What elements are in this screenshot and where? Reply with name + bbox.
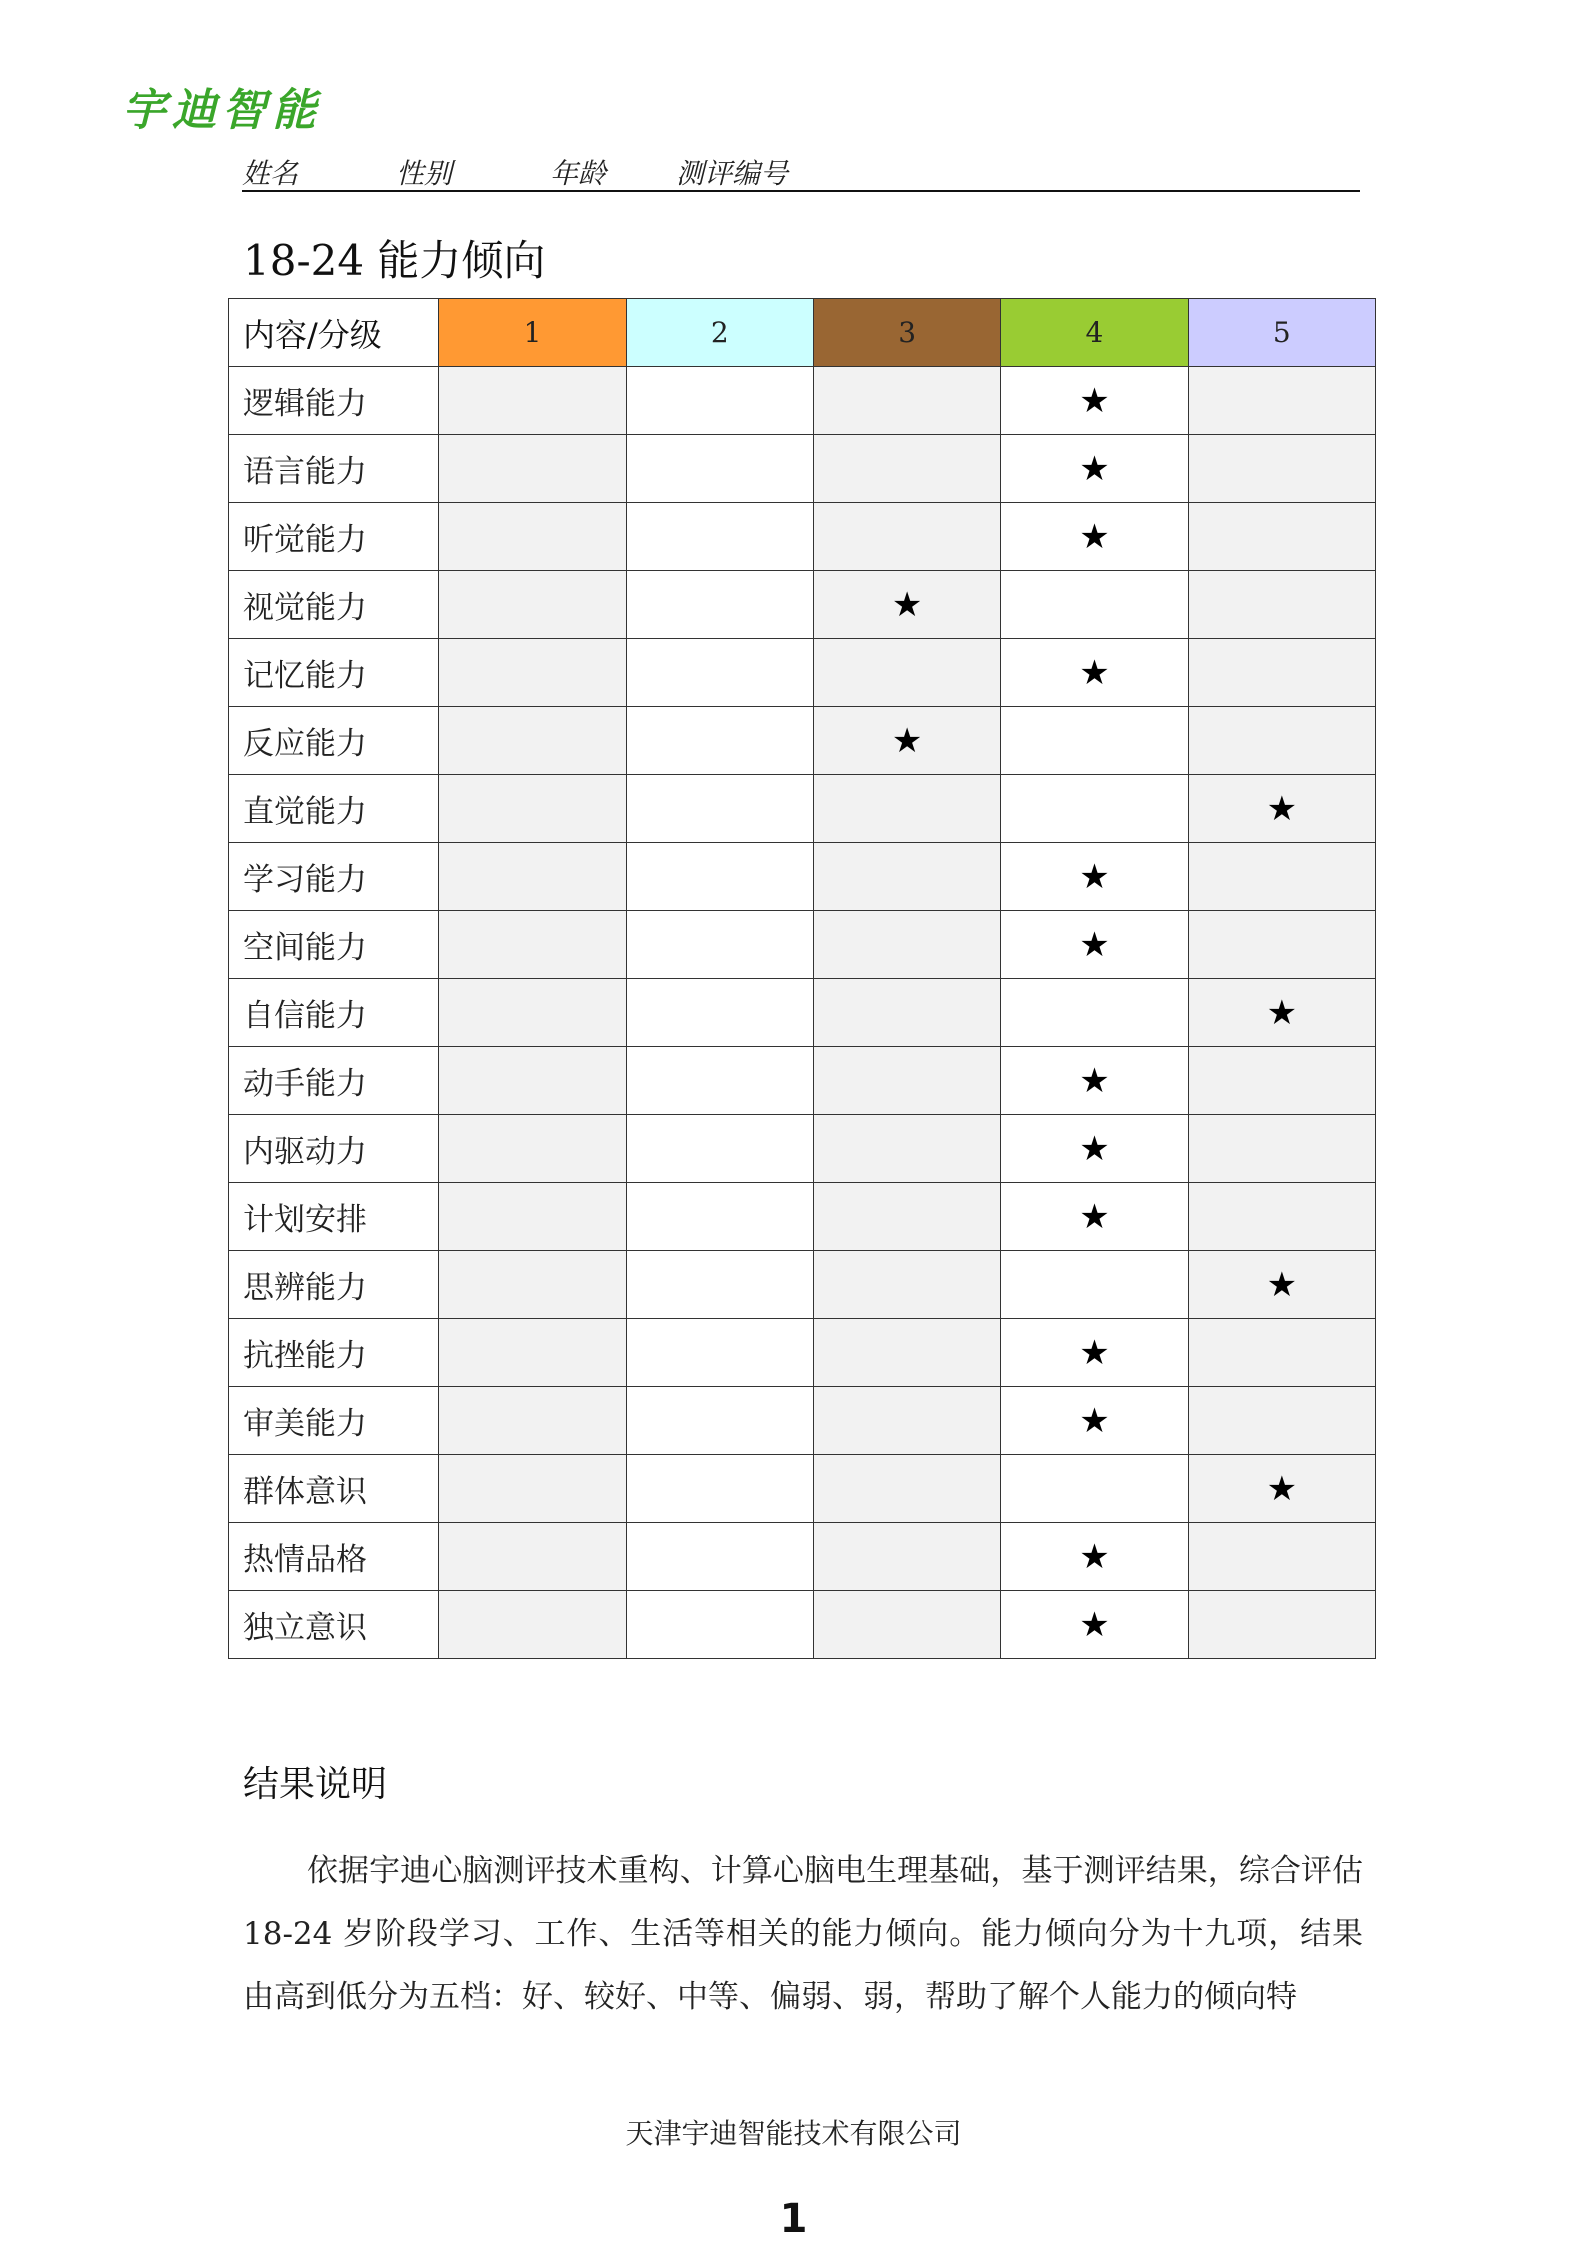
- grade-cell-5: [1188, 707, 1375, 775]
- table-row: [229, 843, 1376, 911]
- ability-label: 反应能力: [229, 707, 439, 775]
- star-icon: ★: [1079, 856, 1110, 897]
- grade-cell-4: [1001, 1047, 1188, 1115]
- ability-label: 群体意识: [229, 1455, 439, 1523]
- result-section-title: 结果说明: [243, 1764, 388, 1805]
- star-icon: ★: [1079, 1604, 1110, 1645]
- star-icon: ★: [1079, 1332, 1110, 1373]
- grade-cell-1: [439, 1183, 626, 1251]
- grade-cell-5: [1188, 775, 1375, 843]
- table-row: [229, 911, 1376, 979]
- grade-cell-1: [439, 571, 626, 639]
- table-row: [229, 1387, 1376, 1455]
- grade-cell-1: [439, 1387, 626, 1455]
- grade-cell-2: [626, 843, 813, 911]
- grade-cell-1: [439, 911, 626, 979]
- grade-cell-3: [813, 639, 1000, 707]
- grade-header-3: 3: [813, 299, 1000, 367]
- grade-header-5: 5: [1188, 299, 1375, 367]
- grade-cell-5: [1188, 1591, 1375, 1659]
- grade-cell-3: [813, 911, 1000, 979]
- star-icon: ★: [1079, 1196, 1110, 1237]
- star-icon: ★: [891, 720, 923, 761]
- ability-label: 记忆能力: [229, 639, 439, 707]
- table-row: [229, 707, 1376, 775]
- grade-cell-4: [1001, 1183, 1188, 1251]
- page-title: 18-24 能力倾向: [243, 236, 546, 285]
- star-icon: ★: [1079, 1400, 1110, 1441]
- grade-cell-3: [813, 979, 1000, 1047]
- ability-label: 视觉能力: [229, 571, 439, 639]
- ability-label: 抗挫能力: [229, 1319, 439, 1387]
- star-icon: ★: [1079, 924, 1110, 965]
- star-icon: ★: [1079, 1128, 1110, 1169]
- table-row: [229, 367, 1376, 435]
- table-row: [229, 1047, 1376, 1115]
- grade-cell-2: [626, 911, 813, 979]
- grade-cell-4: [1001, 775, 1188, 843]
- grade-cell-4: [1001, 639, 1188, 707]
- grade-cell-5: [1188, 1523, 1375, 1591]
- grade-cell-5: [1188, 435, 1375, 503]
- table-row: [229, 503, 1376, 571]
- ability-label: 计划安排: [229, 1183, 439, 1251]
- grade-cell-1: [439, 1047, 626, 1115]
- star-icon: ★: [1079, 1060, 1110, 1101]
- grade-cell-1: [439, 979, 626, 1047]
- page-number: 1: [779, 2196, 808, 2242]
- footer-company: 天津宇迪智能技术有限公司: [625, 2117, 962, 2150]
- ability-label: 动手能力: [229, 1047, 439, 1115]
- grade-cell-4: [1001, 843, 1188, 911]
- ability-label: 空间能力: [229, 911, 439, 979]
- grade-cell-5: [1188, 1319, 1375, 1387]
- grade-cell-5: [1188, 1115, 1375, 1183]
- table-row: [229, 1319, 1376, 1387]
- age-field-label: 年龄: [550, 157, 607, 190]
- grade-header-4: 4: [1001, 299, 1188, 367]
- star-icon: ★: [891, 584, 923, 625]
- grade-cell-3: [813, 1251, 1000, 1319]
- table-row: [229, 1183, 1376, 1251]
- grade-cell-4: [1001, 911, 1188, 979]
- result-paragraph: 依据宇迪心脑测评技术重构、计算心脑电生理基础，基于测评结果，综合评估 18-24 岁阶段学习、工作、生活等相关的能力倾向。能力倾向分为十九项，结果由高到低分为五档：好、较好、中等、偏弱、弱，帮助了解个人能力的倾向特: [243, 1853, 1363, 2015]
- table-row: [229, 1523, 1376, 1591]
- grade-cell-4: [1001, 1455, 1188, 1523]
- grade-cell-5: [1188, 571, 1375, 639]
- grade-cell-1: [439, 707, 626, 775]
- grade-cell-1: [439, 843, 626, 911]
- ability-table: [228, 298, 1376, 1659]
- grade-cell-3: [813, 1523, 1000, 1591]
- grade-cell-1: [439, 775, 626, 843]
- grade-cell-2: [626, 707, 813, 775]
- grade-cell-4: [1001, 503, 1188, 571]
- grade-cell-3: [813, 503, 1000, 571]
- grade-cell-5: [1188, 911, 1375, 979]
- grade-cell-1: [439, 1251, 626, 1319]
- grade-cell-2: [626, 1387, 813, 1455]
- table-row: [229, 979, 1376, 1047]
- grade-cell-2: [626, 1047, 813, 1115]
- name-field-label: 姓名: [242, 157, 299, 190]
- grade-cell-5: [1188, 1251, 1375, 1319]
- grade-cell-3: [813, 367, 1000, 435]
- table-row: [229, 639, 1376, 707]
- grade-cell-2: [626, 1523, 813, 1591]
- grade-cell-2: [626, 1183, 813, 1251]
- grade-cell-2: [626, 1591, 813, 1659]
- grade-cell-3: [813, 1183, 1000, 1251]
- table-row: [229, 1251, 1376, 1319]
- grade-cell-3: [813, 1047, 1000, 1115]
- grade-cell-5: [1188, 843, 1375, 911]
- personal-info-bar: [242, 150, 1360, 192]
- gender-field-label: 性别: [396, 157, 453, 190]
- grade-cell-3: [813, 843, 1000, 911]
- ability-label: 独立意识: [229, 1591, 439, 1659]
- ability-label: 思辨能力: [229, 1251, 439, 1319]
- table-row: [229, 435, 1376, 503]
- grade-cell-1: [439, 1319, 626, 1387]
- table-row: [229, 1591, 1376, 1659]
- grade-cell-2: [626, 639, 813, 707]
- star-icon: ★: [1079, 380, 1110, 421]
- grade-cell-3: [813, 1387, 1000, 1455]
- grade-cell-2: [626, 1115, 813, 1183]
- table-row: [229, 775, 1376, 843]
- star-icon: ★: [1266, 1264, 1298, 1305]
- grade-cell-3: [813, 707, 1000, 775]
- table-header-label: 内容/分级: [229, 299, 439, 367]
- star-icon: ★: [1079, 516, 1110, 557]
- grade-cell-4: [1001, 1387, 1188, 1455]
- star-icon: ★: [1079, 652, 1110, 693]
- grade-cell-1: [439, 1455, 626, 1523]
- grade-cell-3: [813, 571, 1000, 639]
- grade-cell-4: [1001, 1523, 1188, 1591]
- star-icon: ★: [1266, 1468, 1298, 1509]
- ability-label: 热情品格: [229, 1523, 439, 1591]
- grade-cell-1: [439, 435, 626, 503]
- grade-cell-4: [1001, 435, 1188, 503]
- grade-cell-5: [1188, 979, 1375, 1047]
- table-body: [229, 367, 1376, 1659]
- grade-header-1: 1: [439, 299, 626, 367]
- ability-label: 自信能力: [229, 979, 439, 1047]
- table-header-row: [229, 299, 1376, 367]
- grade-cell-2: [626, 1251, 813, 1319]
- grade-cell-1: [439, 639, 626, 707]
- star-icon: ★: [1079, 1536, 1110, 1577]
- grade-cell-4: [1001, 1319, 1188, 1387]
- grade-cell-3: [813, 435, 1000, 503]
- grade-cell-4: [1001, 571, 1188, 639]
- table-row: [229, 1115, 1376, 1183]
- ability-label: 语言能力: [229, 435, 439, 503]
- grade-cell-2: [626, 571, 813, 639]
- company-logo: 宇迪智能: [122, 85, 322, 136]
- table-row: [229, 1455, 1376, 1523]
- ability-label: 审美能力: [229, 1387, 439, 1455]
- grade-cell-3: [813, 1455, 1000, 1523]
- test-id-field-label: 测评编号: [676, 157, 789, 190]
- grade-cell-4: [1001, 1251, 1188, 1319]
- grade-cell-5: [1188, 1183, 1375, 1251]
- table-row: [229, 571, 1376, 639]
- ability-label: 逻辑能力: [229, 367, 439, 435]
- grade-cell-1: [439, 1115, 626, 1183]
- grade-cell-3: [813, 1319, 1000, 1387]
- grade-cell-2: [626, 775, 813, 843]
- star-icon: ★: [1266, 788, 1298, 829]
- ability-label: 听觉能力: [229, 503, 439, 571]
- grade-cell-2: [626, 503, 813, 571]
- grade-cell-1: [439, 367, 626, 435]
- grade-cell-5: [1188, 1047, 1375, 1115]
- grade-cell-4: [1001, 367, 1188, 435]
- grade-cell-2: [626, 367, 813, 435]
- grade-header-2: 2: [626, 299, 813, 367]
- grade-cell-5: [1188, 639, 1375, 707]
- grade-cell-2: [626, 1319, 813, 1387]
- grade-cell-4: [1001, 1115, 1188, 1183]
- grade-cell-1: [439, 503, 626, 571]
- grade-cell-1: [439, 1523, 626, 1591]
- star-icon: ★: [1266, 992, 1298, 1033]
- ability-label: 内驱动力: [229, 1115, 439, 1183]
- grade-cell-2: [626, 979, 813, 1047]
- grade-cell-4: [1001, 1591, 1188, 1659]
- star-icon: ★: [1079, 448, 1110, 489]
- grade-cell-3: [813, 1115, 1000, 1183]
- grade-cell-1: [439, 1591, 626, 1659]
- grade-cell-5: [1188, 503, 1375, 571]
- grade-cell-2: [626, 435, 813, 503]
- grade-cell-5: [1188, 1387, 1375, 1455]
- grade-cell-2: [626, 1455, 813, 1523]
- grade-cell-4: [1001, 707, 1188, 775]
- grade-cell-3: [813, 1591, 1000, 1659]
- ability-label: 直觉能力: [229, 775, 439, 843]
- grade-cell-4: [1001, 979, 1188, 1047]
- ability-label: 学习能力: [229, 843, 439, 911]
- grade-cell-5: [1188, 367, 1375, 435]
- grade-cell-3: [813, 775, 1000, 843]
- grade-cell-5: [1188, 1455, 1375, 1523]
